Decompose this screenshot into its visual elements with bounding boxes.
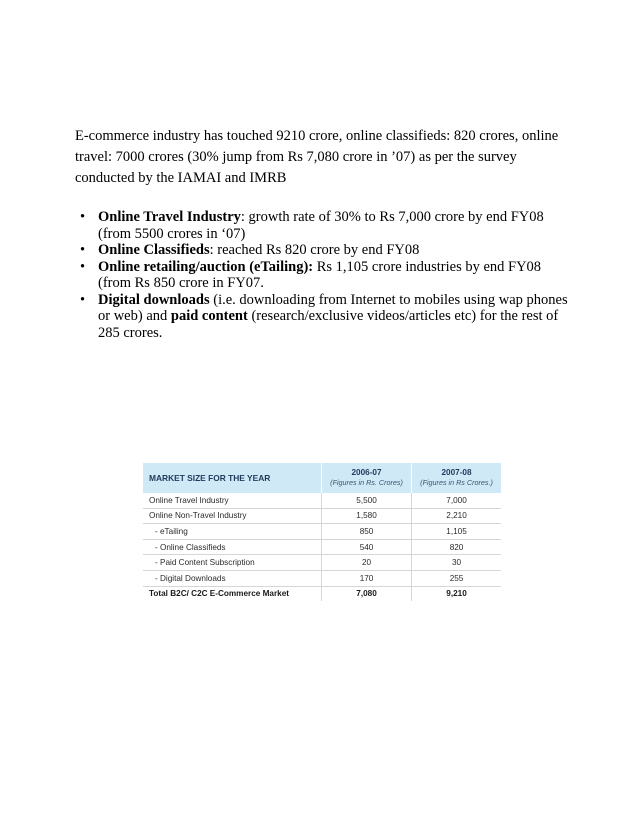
bullet-bold-2: paid content [170,308,248,324]
col-2006-07-header [322,463,412,493]
bullet-bold: Digital downloads [98,291,210,308]
col-note: (Figures in Rs Crores.) [420,478,493,487]
row-label: - eTailing [143,524,322,540]
bullet-text: : growth rate of 30% to Rs 7,000 crore by end FY08 (from 5500 crores in ‘07) [98,209,544,242]
bullet-bold: Online Classifieds [98,242,210,258]
total-value-2007-08: 9,210 [446,589,467,599]
bullet-text-2: (research/exclusive videos/articles etc) for the rest of 285 crores. [98,308,559,341]
bullet-dot-icon: • [80,242,86,258]
row-value-2007-08: 2,210 [412,508,501,524]
bullet-item-travel [75,209,575,242]
col-year: 2007-08 [441,468,472,477]
bullet-text: Rs 1,105 crore industries by end FY08 (from Rs 850 crore in FY07. [98,258,542,291]
row-value-2007-08: 1,105 [412,524,501,540]
bullet-bold: Online retailing/auction (eTailing): [98,258,314,275]
row-value-2007-08: 255 [412,570,501,586]
bullet-dot-icon: • [80,258,86,275]
market-size-table [143,463,501,601]
table-row [143,508,501,524]
col-year: 2006-07 [351,468,382,477]
table-title-header: MARKET SIZE FOR THE YEAR [143,463,322,493]
bullet-list [75,209,575,341]
table-header-row [143,463,501,493]
row-value-2006-07: 5,500 [322,493,412,508]
table-row [143,555,501,571]
bullet-item-classifieds [75,242,575,259]
total-value-2006-07: 7,080 [322,586,412,601]
table-row [143,524,501,540]
bullet-item-etailing [75,259,575,292]
row-label: - Digital Downloads [143,570,322,586]
total-label: Total B2C/ C2C E-Commerce Market [143,586,322,601]
bullet-dot-icon: • [80,291,86,308]
row-value-2007-08: 7,000 [412,493,501,508]
row-value-2007-08: 30 [412,555,501,571]
col-note: (Figures in Rs. Crores) [330,478,403,487]
intro-paragraph: E-commerce industry has touched 9210 crore, online classifieds: 820 crores, online travel: 7000 crores (30% jump from Rs 7,080 crore in ’07) as per the survey conducted by the IAMAI and IMRB [75,128,559,186]
row-value-2006-07: 850 [322,524,412,540]
bullet-dot-icon: • [80,209,86,225]
row-value-2007-08: 820 [412,539,501,555]
row-value-2006-07: 1,580 [322,508,412,524]
bullet-text: (i.e. downloading from Internet to mobiles using wap phones or web) and [98,291,568,324]
row-label: Online Travel Industry [143,493,322,508]
row-value-2006-07: 540 [322,539,412,555]
row-label: Online Non-Travel Industry [143,508,322,524]
row-label: - Online Classifieds [143,539,322,555]
row-value-2006-07: 170 [322,570,412,586]
bullet-bold: Online Travel Industry [98,209,241,225]
table-row [143,539,501,555]
table-total-row [143,586,501,601]
table-row [143,493,501,508]
row-label: - Paid Content Subscription [143,555,322,571]
bullet-text: : reached Rs 820 crore by end FY08 [209,242,420,258]
table-row [143,570,501,586]
bullet-item-downloads [75,292,575,342]
row-value-2006-07: 20 [322,555,412,571]
col-2007-08-header [412,463,501,493]
